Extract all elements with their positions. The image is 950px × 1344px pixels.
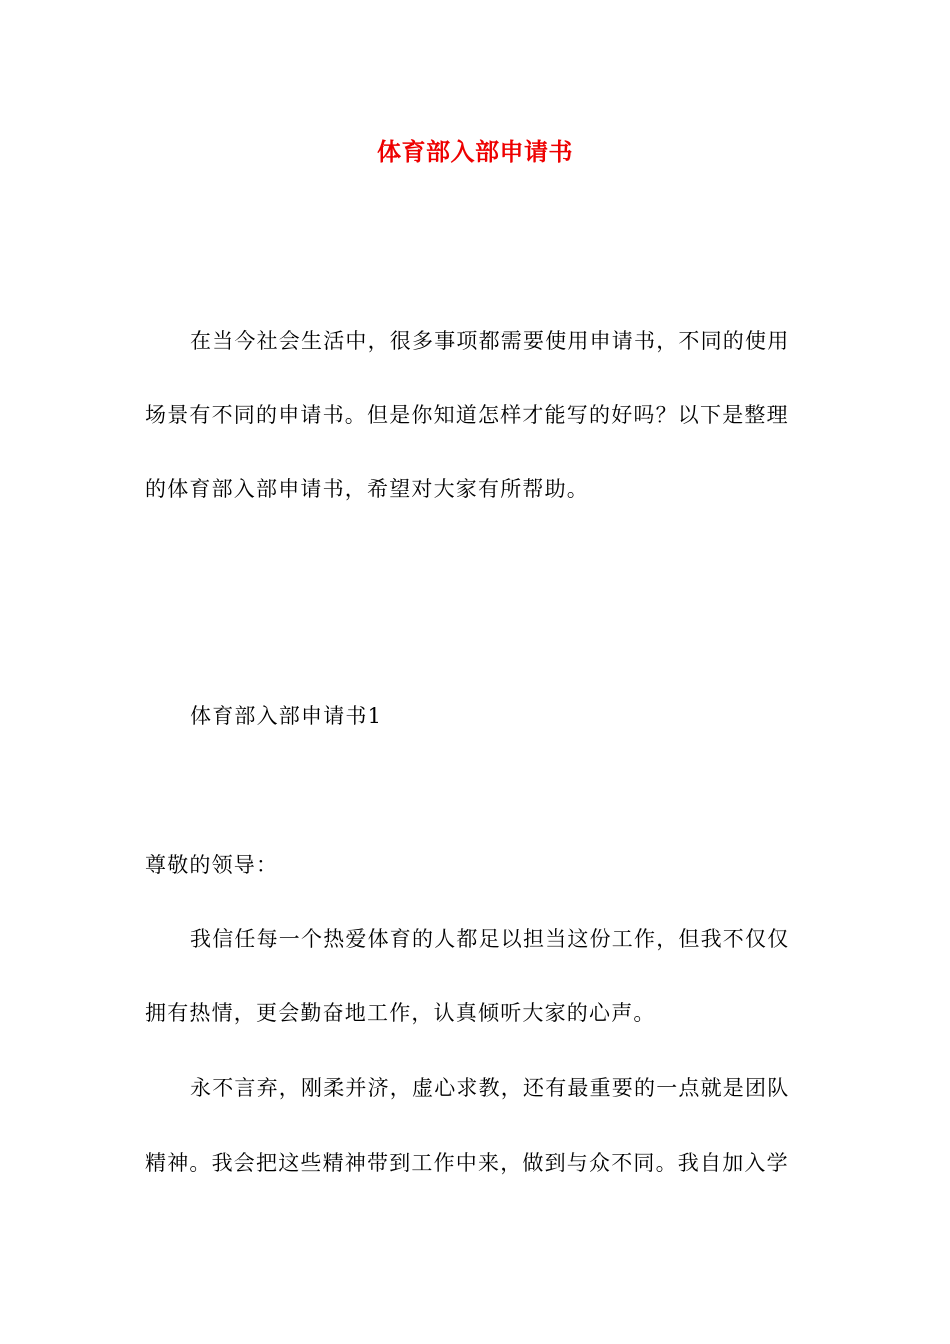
document-title: 体育部入部申请书 [377,138,573,166]
body-line-4: 精神。我会把这些精神带到工作中来，做到与众不同。我自加入学 [145,1151,789,1175]
salutation: 尊敬的领导： [145,853,279,877]
body-line-3: 永不言弃，刚柔并济，虚心求教，还有最重要的一点就是团队 [190,1076,790,1100]
section-heading: 体育部入部申请书1 [190,704,383,728]
body-line-2: 拥有热情，更会勤奋地工作，认真倾听大家的心声。 [145,1001,656,1025]
intro-line-3: 的体育部入部申请书，希望对大家有所帮助。 [145,477,589,501]
intro-line-2: 场景有不同的申请书。但是你知道怎样才能写的好吗？以下是整理 [145,403,789,427]
body-line-1: 我信任每一个热爱体育的人都足以担当这份工作，但我不仅仅 [190,927,790,951]
intro-line-1: 在当今社会生活中，很多事项都需要使用申请书，不同的使用 [190,329,790,353]
